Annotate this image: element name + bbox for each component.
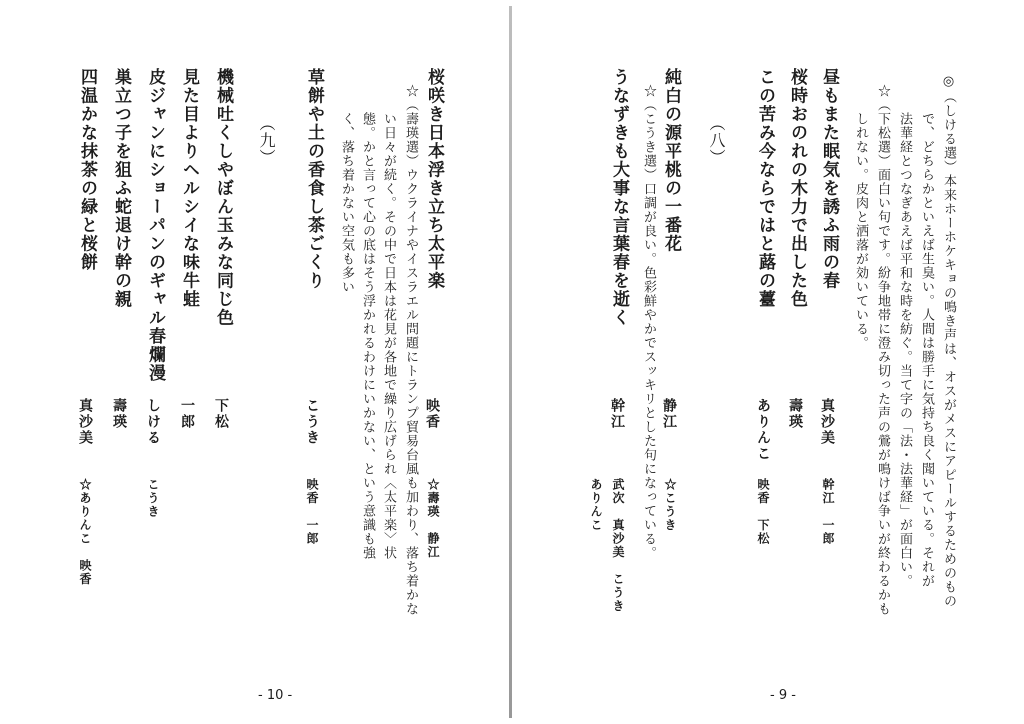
- haiku-line: 皮ジャンにショーパンのギャル春爛漫: [145, 68, 165, 383]
- haiku-line: この苦み今ならではと蕗の薹: [755, 68, 775, 309]
- right-page: [512, 0, 1024, 724]
- selector-names: 幹江 一郎: [821, 478, 835, 546]
- section-heading: （八）: [707, 115, 726, 166]
- section-heading: （九）: [257, 115, 276, 166]
- haiku-line: 見た目よりヘルシイな味牛蛙: [179, 68, 199, 309]
- selector-names: 武次 真沙美 こうき: [611, 478, 625, 613]
- author-name: 真沙美: [77, 398, 93, 446]
- selector-names: 映香 一郎: [305, 478, 319, 546]
- page-number: - 10 -: [258, 688, 293, 703]
- comment-line: い日々が続く。その中で日本は花見が各地で繰り広げられ〈太平楽〉状: [381, 112, 396, 560]
- author-name: 真沙美: [819, 398, 835, 446]
- haiku-line: うなずきも大事な言葉春を逝く: [609, 68, 629, 327]
- haiku-line: 桜時おのれの木力で出した色: [787, 68, 807, 309]
- comment-line: ☆（壽瑛選）ウクライナやイスラエル問題にトランプ貿易台風も加わり、落ち着かな: [403, 84, 418, 616]
- comment-line: 態。かと言って心の底はそう浮かれるわけにいかない、という意識も強: [360, 112, 375, 560]
- author-name: 壽瑛: [787, 398, 803, 430]
- haiku-line: 純白の源平桃の一番花: [661, 68, 681, 253]
- author-name: ありんこ: [755, 398, 771, 462]
- comment-line: 法華経とつなぎあえば平和な時を紡ぐ。当て字の「法・法華経」が面白い。: [897, 112, 912, 588]
- comment-line: ☆（下松選）面白い句です。紛争地帯に澄み切った声の鶯が鳴けば争いが終わるかも: [875, 84, 890, 616]
- selector-names: ☆壽瑛 静江: [426, 478, 440, 559]
- author-name: 壽瑛: [111, 398, 127, 430]
- comment-line: ☆（こうき選）口調が良い。色彩鮮やかでスッキリとした句になっている。: [641, 84, 656, 560]
- author-name: 幹江: [609, 398, 625, 430]
- selector-names: こうき: [146, 478, 160, 519]
- author-name: こうき: [304, 398, 320, 446]
- haiku-line: 昼もまた眠気を誘ふ雨の春: [819, 68, 839, 290]
- selector-names: ☆こうき: [663, 478, 677, 532]
- haiku-line: 四温かな抹茶の緑と桜餅: [77, 68, 97, 272]
- comment-line: しれない。皮肉と洒落が効いている。: [853, 112, 868, 350]
- author-name: 映香: [424, 398, 440, 430]
- selector-names: ありんこ: [589, 478, 603, 532]
- haiku-line: 巣立つ子を狙ふ蛇退け幹の親: [111, 68, 131, 309]
- author-name: しける: [145, 398, 161, 446]
- author-name: 一郎: [179, 398, 195, 430]
- haiku-line: 機械吐くしやぼん玉みな同じ色: [213, 68, 233, 327]
- author-name: 下松: [213, 398, 229, 430]
- selector-names: ☆ありんこ 映香: [78, 478, 92, 586]
- page-number: - 9 -: [770, 688, 796, 703]
- selector-names: 映香 下松: [756, 478, 770, 546]
- comment-line: く、落ち着かない空気も多い: [339, 112, 354, 294]
- author-name: 静江: [661, 398, 677, 430]
- haiku-line: 桜咲き日本浮き立ち太平楽: [424, 68, 444, 290]
- haiku-line: 草餅や土の香食し茶ごくり: [304, 68, 324, 290]
- comment-line: で、どちらかといえば生臭い。人間は勝手に気持ち良く聞いている。それが: [919, 112, 934, 588]
- comment-line: ◎（しける選）本来ホーホケキョの鳴き声は、オスがメスにアピールするためのもの: [941, 74, 956, 608]
